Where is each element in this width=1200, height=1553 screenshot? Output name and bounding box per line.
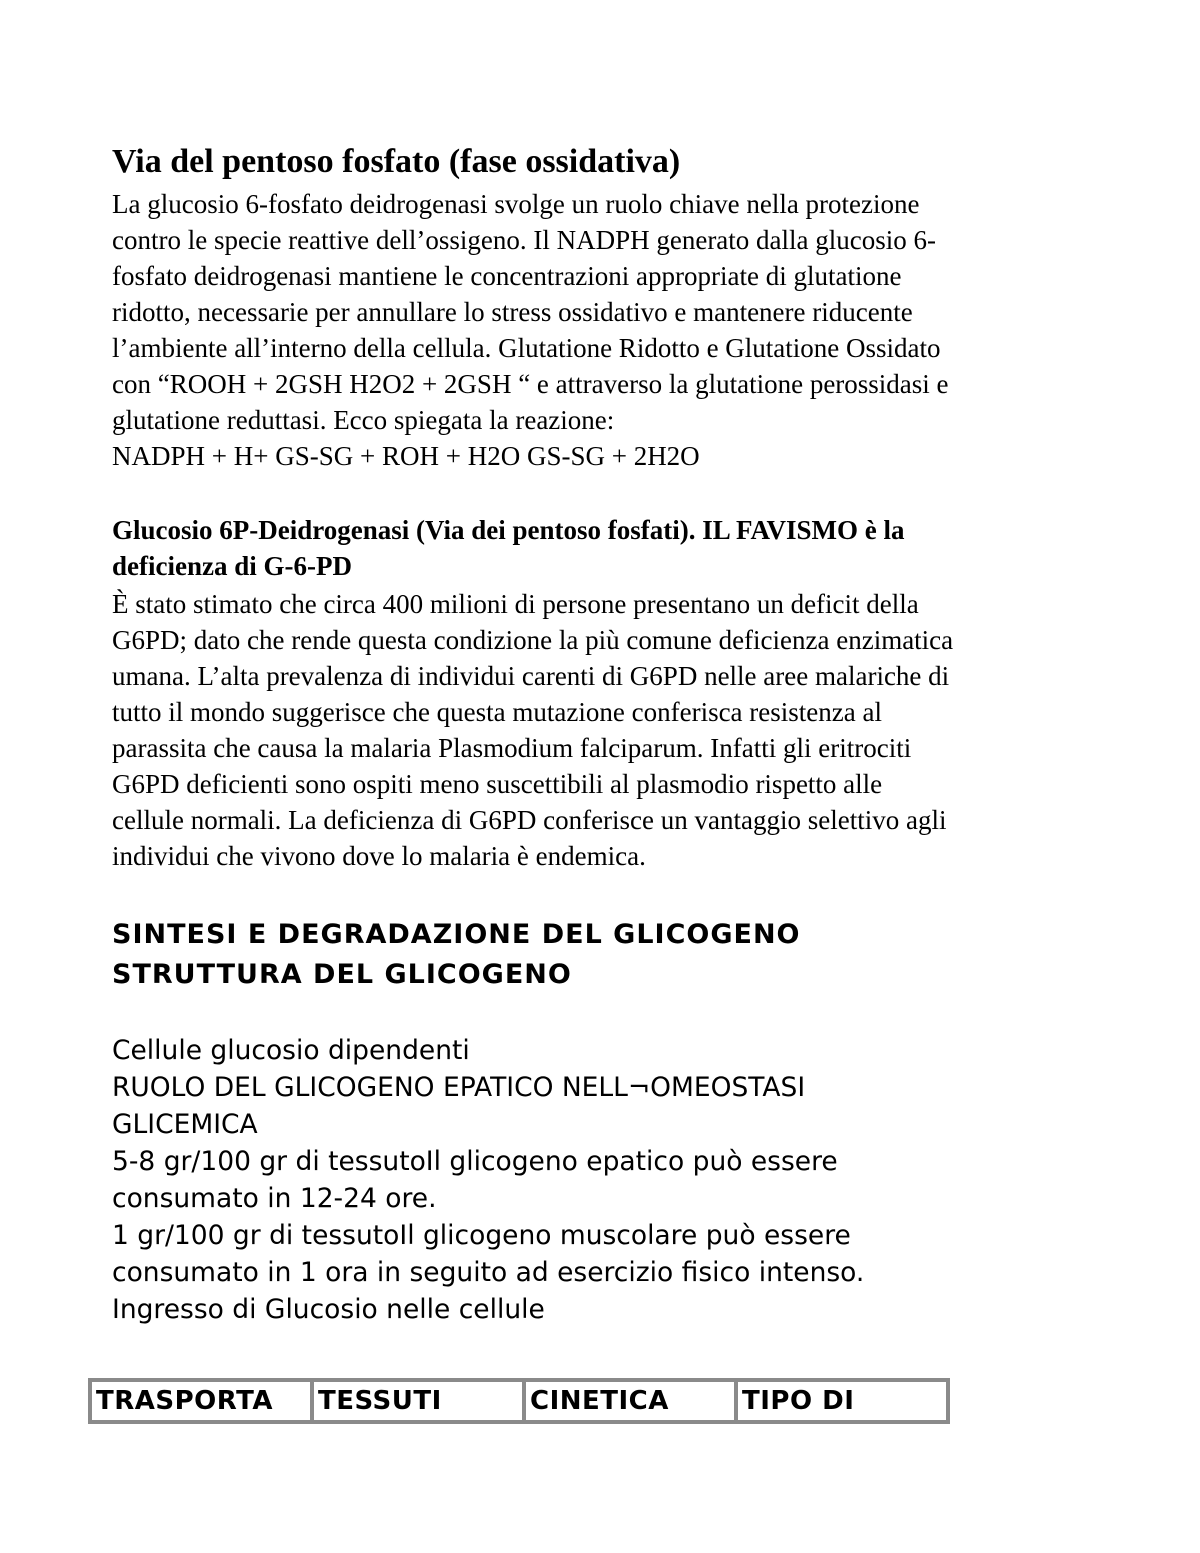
text-line: consumato in 12-24 ore. [112, 1183, 437, 1214]
text-line: tutto il mondo suggerisce che questa mutazione conferisca resistenza al [112, 697, 882, 727]
table [88, 1378, 950, 1424]
section-heading-glycogen [112, 915, 1102, 995]
text-line: La glucosio 6-fosfato deidrogenasi svolge un ruolo chiave nella protezione [112, 189, 920, 219]
text-line: contro le specie reattive dell’ossigeno. Il NADPH generato dalla glucosio 6- [112, 225, 937, 255]
paragraph-pentose-phosphate [112, 186, 1102, 474]
text-line: individui che vivono dove lo malaria è endemica. [112, 841, 646, 871]
text-line: 5-8 gr/100 gr di tessutoIl glicogeno epatico può essere [112, 1146, 838, 1177]
text-line: glutatione reduttasi. Ecco spiegata la reazione: [112, 405, 615, 435]
text-line: ridotto, necessarie per annullare lo stress ossidativo e mantenere riducente [112, 297, 913, 327]
text-line: parassita che causa la malaria Plasmodium falciparum. Infatti gli eritrociti [112, 733, 912, 763]
text-line: G6PD; dato che rende questa condizione la più comune deficienza enzimatica [112, 625, 954, 655]
glucose-transporter-table [88, 1378, 950, 1424]
table-header-row [90, 1380, 948, 1422]
section-title-pentose-phosphate: Via del pentoso fosfato (fase ossidativa) [112, 143, 681, 180]
text-line: Ingresso di Glucosio nelle cellule [112, 1294, 545, 1325]
table-header-cell: TRASPORTA [90, 1380, 312, 1422]
table-header-cell: TESSUTI [312, 1380, 524, 1422]
title-line: deficienza di G-6-PD [112, 551, 352, 581]
text-line: con “ROOH + 2GSH H2O2 + 2GSH “ e attraverso la glutatione perossidasi e [112, 369, 949, 399]
text-line: consumato in 1 ora in seguito ad esercizio fisico intenso. [112, 1257, 865, 1288]
heading-line: STRUTTURA DEL GLICOGENO [112, 959, 572, 990]
reaction-line: NADPH + H+ GS-SG + ROH + H2O GS-SG + 2H2O [112, 441, 700, 471]
text-line: Cellule glucosio dipendenti [112, 1035, 470, 1066]
text-line: È stato stimato che circa 400 milioni di persone presentano un deficit della [112, 589, 919, 619]
paragraph-glycogen [112, 1032, 1102, 1328]
heading-line: SINTESI E DEGRADAZIONE DEL GLICOGENO [112, 919, 801, 950]
text-line: G6PD deficienti sono ospiti meno suscettibili al plasmodio rispetto alle [112, 769, 883, 799]
text-line: RUOLO DEL GLICOGENO EPATICO NELL¬OMEOSTASI [112, 1072, 806, 1103]
text-line: cellule normali. La deficienza di G6PD conferisce un vantaggio selettivo agli [112, 805, 947, 835]
text-line: fosfato deidrogenasi mantiene le concentrazioni appropriate di glutatione [112, 261, 902, 291]
text-line: umana. L’alta prevalenza di individui carenti di G6PD nelle aree malariche di [112, 661, 950, 691]
text-line: 1 gr/100 gr di tessutoIl glicogeno muscolare può essere [112, 1220, 851, 1251]
section-title-g6pd [112, 512, 1102, 584]
table-header-cell: TIPO DI [736, 1380, 948, 1422]
paragraph-g6pd [112, 586, 1102, 874]
text-line: GLICEMICA [112, 1109, 258, 1140]
title-line: Glucosio 6P-Deidrogenasi (Via dei pentoso fosfati). IL FAVISMO è la [112, 515, 905, 545]
table-header-cell: CINETICA [524, 1380, 736, 1422]
text-line: l’ambiente all’interno della cellula. Glutatione Ridotto e Glutatione Ossidato [112, 333, 941, 363]
